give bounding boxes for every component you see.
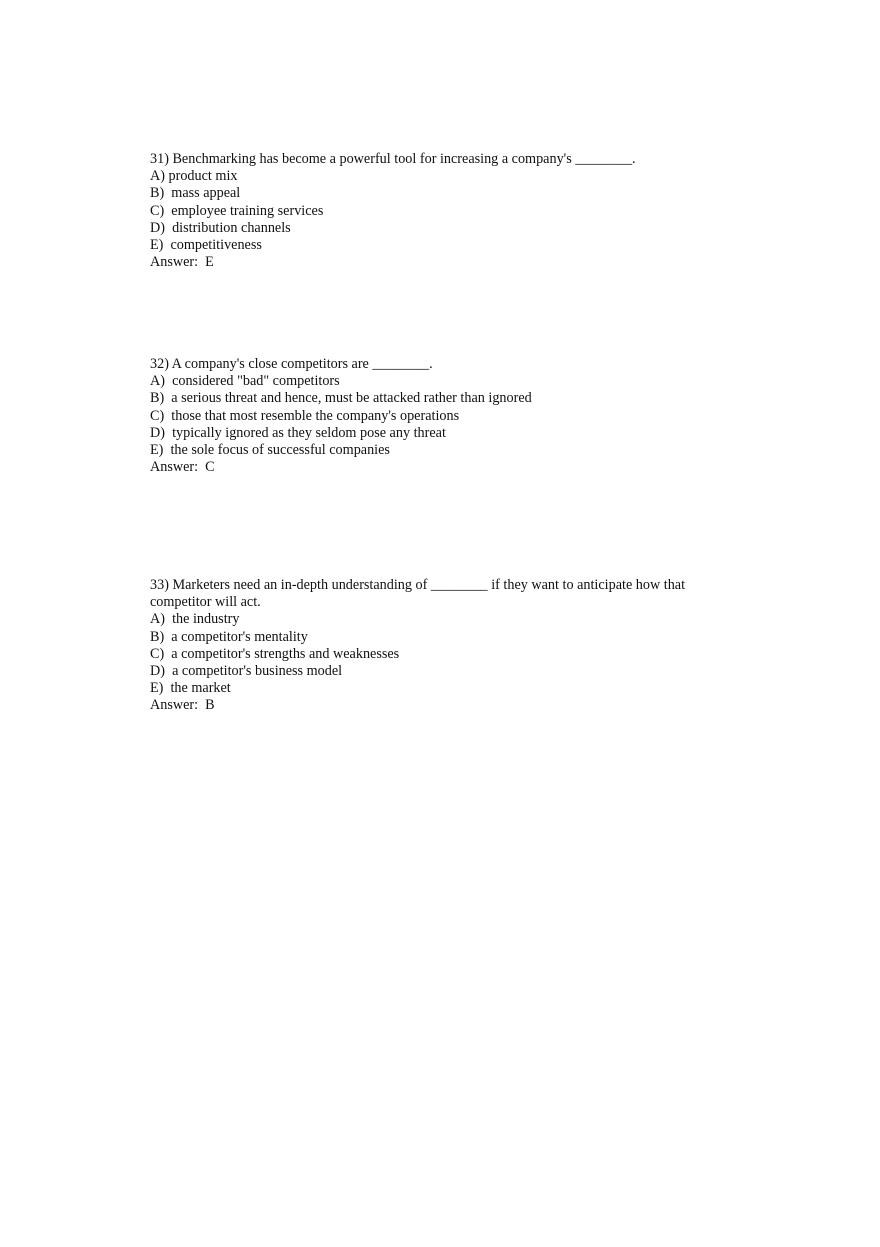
option-b: B) mass appeal xyxy=(150,185,241,202)
question-stem: 32) A company's close competitors are ________. xyxy=(150,356,433,372)
question-33 xyxy=(150,577,730,715)
option-c: C) employee training services xyxy=(150,202,324,219)
question-31 xyxy=(150,151,730,271)
option-e: E) the market xyxy=(150,680,231,697)
question-stem: 33) Marketers need an in-depth understanding of ________ if they want to anticipate how that competitor will act. xyxy=(150,577,686,611)
answer-line: Answer: C xyxy=(150,459,215,476)
option-d: D) typically ignored as they seldom pose any threat xyxy=(150,424,446,441)
option-c: C) a competitor's strengths and weaknesses xyxy=(150,645,400,662)
option-b: B) a serious threat and hence, must be attacked rather than ignored xyxy=(150,390,532,407)
option-a: A) product mix xyxy=(150,168,238,185)
option-a: A) the industry xyxy=(150,611,240,628)
option-e: E) the sole focus of successful companies xyxy=(150,442,390,459)
option-a: A) considered "bad" competitors xyxy=(150,373,340,390)
option-e: E) competitiveness xyxy=(150,237,262,254)
answer-line: Answer: E xyxy=(150,254,214,271)
option-d: D) distribution channels xyxy=(150,219,291,236)
option-b: B) a competitor's mentality xyxy=(150,628,308,645)
question-32 xyxy=(150,356,730,476)
option-d: D) a competitor's business model xyxy=(150,663,343,680)
question-stem: 31) Benchmarking has become a powerful tool for increasing a company's ________. xyxy=(150,151,636,167)
answer-line: Answer: B xyxy=(150,697,215,714)
option-c: C) those that most resemble the company's operations xyxy=(150,407,460,424)
